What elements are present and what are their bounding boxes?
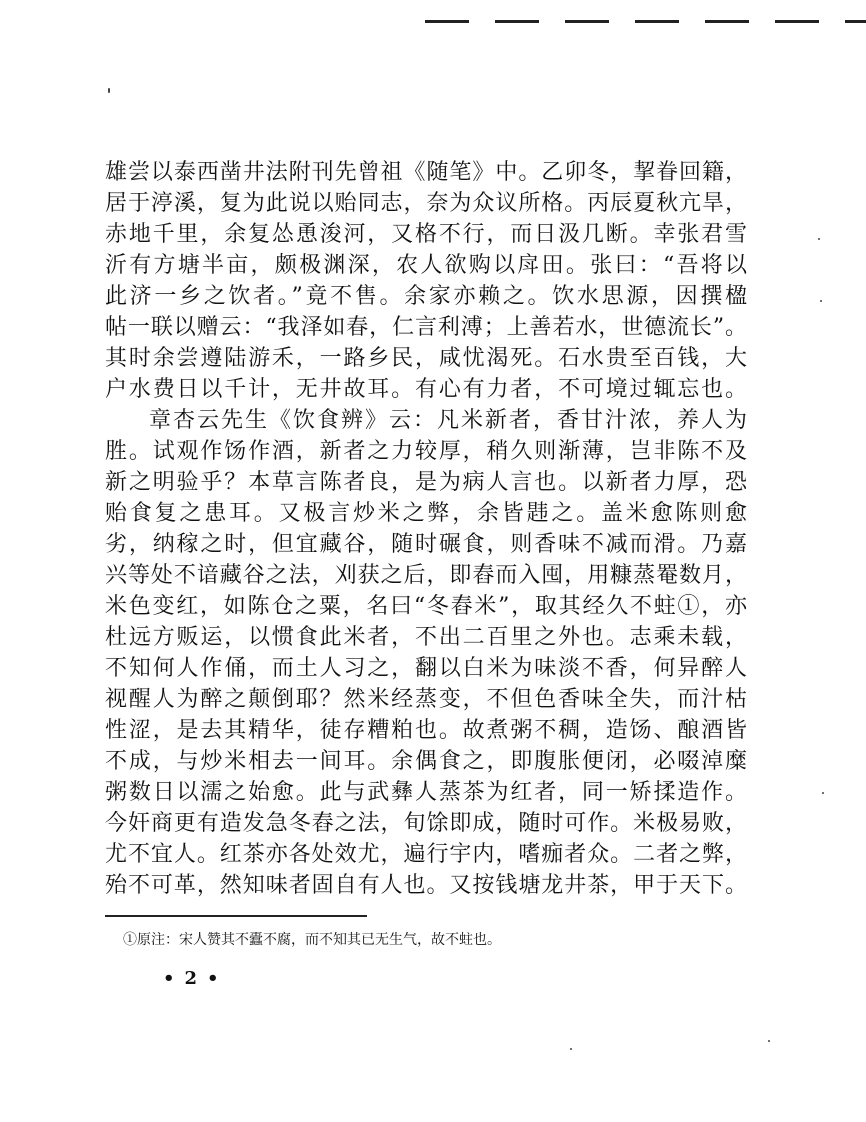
page-number: •2• bbox=[163, 968, 229, 989]
paragraph-2 bbox=[105, 405, 747, 901]
text-line: 户水费日以千计，无井故耳。有心有力者，不可境过辄忘也。 bbox=[105, 377, 747, 402]
text-line: 米色变红，如陈仓之粟，名曰“冬舂米”，取其经久不蛀①，亦 bbox=[105, 594, 747, 619]
text-line: 赤地千里，余复怂恿浚河，又格不行，而日汲几断。幸张君雪 bbox=[105, 222, 747, 247]
text-line: 此济一乡之饮者。”竟不售。余家亦赖之。饮水思源，因撰楹 bbox=[105, 284, 747, 309]
paragraph-1 bbox=[105, 157, 747, 405]
body-text bbox=[105, 157, 747, 901]
scan-speck bbox=[822, 792, 824, 794]
text-line: 兴等处不谙藏谷之法，刈获之后，即舂而入囤，用糠蒸罨数月， bbox=[105, 563, 747, 588]
text-line: 不成，与炒米相去一间耳。余偶食之，即腹胀便闭，必啜淖糜 bbox=[105, 749, 747, 774]
text-line: 杜远方贩运，以惯食此米者，不出二百里之外也。志乘未载， bbox=[105, 625, 747, 650]
text-line: 贻食复之患耳。又极言炒米之弊，余皆韪之。盖米愈陈则愈 bbox=[105, 501, 747, 526]
text-line: 殆不可革，然知味者固自有人也。又按钱塘龙井茶，甲于天下。 bbox=[105, 873, 747, 898]
text-line: 视醒人为醉之颠倒耶？然米经蒸变，不但色香味全失，而汁枯 bbox=[105, 687, 747, 712]
text-line: 不知何人作俑，而土人习之，翻以白米为味淡不香，何异醉人 bbox=[105, 656, 747, 681]
scan-speck bbox=[768, 1040, 770, 1042]
text-line: 粥数日以濡之始愈。此与武彝人蒸茶为红者，同一矫揉造作。 bbox=[105, 780, 747, 805]
page-number-value: 2 bbox=[184, 968, 208, 989]
text-line: 性涩，是去其精华，徒存糟粕也。故煮粥不稠，造饧、酿酒皆 bbox=[105, 718, 747, 743]
text-line: 劣，纳稼之时，但宜藏谷，随时碾食，则香味不减而滑。乃嘉 bbox=[105, 532, 747, 557]
scan-speck bbox=[818, 238, 820, 240]
scan-speck bbox=[820, 300, 822, 302]
header-rule-dashes bbox=[425, 20, 866, 23]
footnote: ①原注：宋人赞其不蠹不腐，而不知其已无生气，故不蛀也。 bbox=[123, 932, 501, 948]
text-line: 帖一联以赠云：“我泽如春，仁言利溥；上善若水，世德流长”。 bbox=[105, 315, 747, 340]
footnote-separator bbox=[105, 915, 367, 917]
text-line: 沂有方塘半亩，颇极渊深，农人欲购以戽田。张曰：“吾将以 bbox=[105, 253, 747, 278]
text-line: 居于渟溪，复为此说以贻同志，奈为众议所格。丙辰夏秋亢旱， bbox=[105, 191, 747, 216]
text-line: 其时余尝遵陆游禾，一路乡民，咸忧渴死。石水贵至百钱，大 bbox=[105, 346, 747, 371]
text-line: 今奸商更有造发急冬舂之法，旬馀即成，随时可作。米极易败， bbox=[105, 811, 747, 836]
text-line: 胜。试观作饧作酒，新者之力较厚，稍久则渐薄，岂非陈不及 bbox=[105, 439, 747, 464]
scan-speck bbox=[108, 88, 110, 93]
scan-speck bbox=[570, 1048, 572, 1050]
text-line: 雄尝以泰西凿井法附刊先曾祖《随笔》中。乙卯冬，挈眷回籍， bbox=[105, 160, 747, 185]
text-line: 新之明验乎？本草言陈者良，是为病人言也。以新者力厚，恐 bbox=[105, 470, 747, 495]
text-line: 尤不宜人。红茶亦各处效尤，遍行宇内，嗜痂者众。二者之弊， bbox=[105, 842, 747, 867]
text-line: 章杏云先生《饮食辨》云：凡米新者，香甘汁浓，养人为 bbox=[149, 408, 747, 433]
